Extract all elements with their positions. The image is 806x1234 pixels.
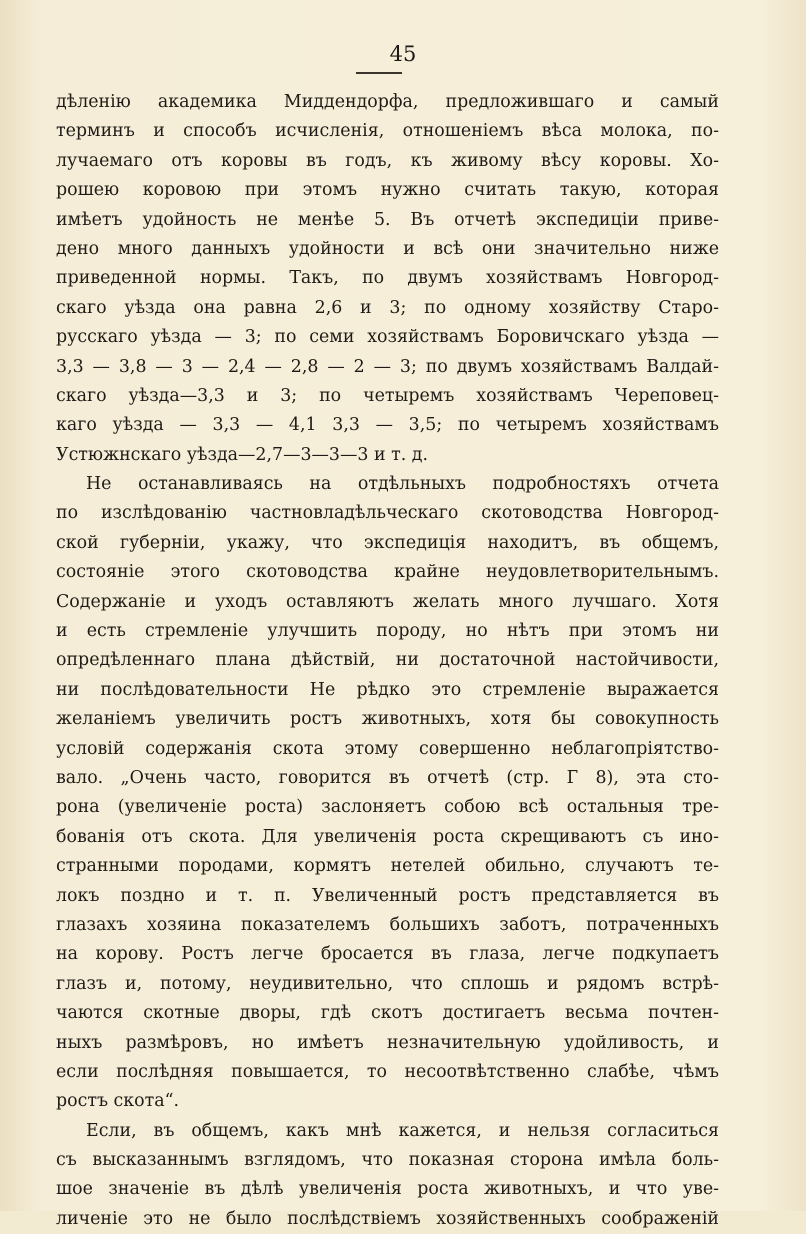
text-line: по изслѣдованію частновладѣльческаго скотоводства Новгород- — [56, 503, 719, 524]
text-line: скаго уѣзда—3,3 и 3; по четыремъ хозяйствамъ Череповец- — [56, 385, 719, 406]
page-number: 45 — [389, 42, 417, 66]
text-line: состояніе этого скотоводства крайне неудовлетворительнымъ. — [56, 562, 719, 583]
text-line: желаніемъ увеличить ростъ животныхъ, хотя бы совокупность — [56, 709, 719, 730]
text-line: дѣленію академика Миддендорфа, предложившаго и самый — [56, 92, 719, 112]
text-line: терминъ и способъ исчисленія, отношеніемъ вѣса молока, по- — [56, 121, 719, 142]
text-line: ни послѣдовательности Не рѣдко это стремленіе выражается — [56, 679, 719, 700]
text-line: русскаго уѣзда — 3; по семи хозяйствамъ Боровичскаго уѣзда — — [56, 327, 719, 348]
body-text — [56, 88, 719, 1234]
text-line: имѣетъ удойность не менѣе 5. Въ отчетѣ экспедиціи приве- — [56, 209, 719, 230]
text-line: Если, въ общемъ, какъ мнѣ кажется, и нельзя согласиться — [86, 1120, 719, 1141]
text-line: рона (увеличеніе роста) заслоняетъ собою всѣ остальныя тре- — [56, 797, 719, 818]
text-line: глазахъ хозяина показателемъ большихъ заботъ, потраченныхъ — [56, 914, 719, 935]
text-line: ростъ скота“. — [56, 1091, 180, 1112]
text-line: скаго уѣзда она равна 2,6 и 3; по одному хозяйству Старо- — [56, 297, 719, 318]
text-line: шое значеніе въ дѣлѣ увеличенія роста животныхъ, и что уве- — [56, 1179, 719, 1200]
text-line: рошею коровою при этомъ нужно считать такую, которая — [56, 180, 719, 201]
text-line: приведенной нормы. Такъ, по двумъ хозяйствамъ Новгород- — [56, 268, 719, 289]
text-line: вало. „Очень часто, говорится въ отчетѣ (стр. Г 8), эта сто- — [56, 767, 719, 788]
text-line: чаются скотные дворы, гдѣ скотъ достигаетъ весьма почтен- — [56, 1003, 719, 1024]
text-line: условій содержанія скота этому совершенно неблагопріятство- — [56, 738, 719, 759]
text-line: если послѣдняя повышается, то несоотвѣтственно слабѣе, чѣмъ — [56, 1061, 719, 1082]
text-line: личеніе это не было послѣдствіемъ хозяйственныхъ соображеній — [56, 1208, 719, 1229]
text-line: локъ поздно и т. п. Увеличенный ростъ представляется въ — [56, 885, 719, 906]
text-line: странными породами, кормятъ нетелей обильно, случаютъ те- — [56, 856, 719, 877]
text-line: съ высказаннымъ взглядомъ, что показная сторона имѣла боль- — [56, 1150, 719, 1171]
text-line: опредѣленнаго плана дѣйствій, ни достаточной настойчивости, — [56, 650, 719, 671]
text-line: глазъ и, потому, неудивительно, что сплошь и рядомъ встрѣ- — [56, 973, 719, 994]
text-line: бованія отъ скота. Для увеличенія роста скрещиваютъ съ ино- — [56, 826, 719, 847]
text-line: 3,3 — 3,8 — 3 — 2,4 — 2,8 — 2 — 3; по двумъ хозяйствамъ Валдай- — [56, 356, 719, 377]
text-line: ныхъ размѣровъ, но имѣетъ незначительную удойливость, и — [56, 1032, 719, 1053]
text-line: ской губерніи, укажу, что экспедиція находитъ, въ общемъ, — [56, 532, 719, 553]
text-line: на корову. Ростъ легче бросается въ глаза, легче подкупаетъ — [56, 944, 719, 965]
text-line: Не останавливаясь на отдѣльныхъ подробностяхъ отчета — [86, 474, 719, 495]
text-line: лучаемаго отъ коровы въ годъ, къ живому вѣсу коровы. Хо- — [56, 150, 719, 171]
text-line: Содержаніе и уходъ оставляютъ желать много лучшаго. Хотя — [56, 591, 719, 612]
page-number-rule — [356, 72, 402, 74]
text-line: каго уѣзда — 3,3 — 4,1 3,3 — 3,5; по четыремъ хозяйствамъ — [56, 415, 719, 436]
text-line: и есть стремленіе улучшить породу, но нѣтъ при этомъ ни — [56, 621, 719, 642]
text-line: дено много данныхъ удойности и всѣ они значительно ниже — [56, 238, 719, 259]
text-line: Устюжнскаго уѣзда—2,7—3—3—3 и т. д. — [56, 444, 428, 465]
